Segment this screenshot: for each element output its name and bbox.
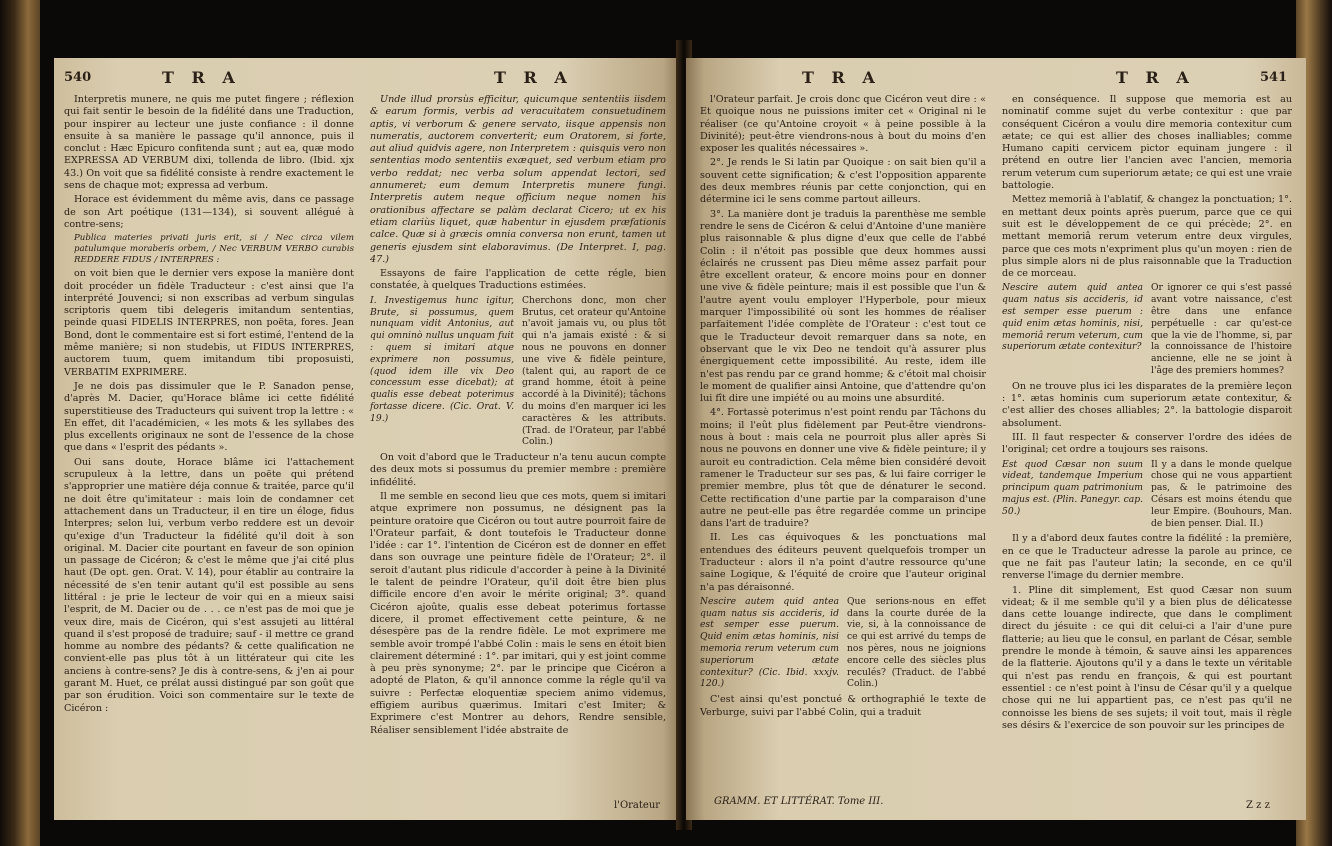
catchword-right: Z z z	[1246, 800, 1270, 811]
book-edge-left	[0, 0, 40, 846]
paragraph: l'Orateur parfait. Je crois donc que Cicéron veut dire : « Et quoique nous ne puissions imiter cet « Original ni le réaliser (ce qu'Antoine croyoit « à peine possible à la Divinité); peut-être viendrons-nous à bout du moins d'en exposer les qualités nécessaires ».	[700, 94, 986, 155]
latin-text: I. Investigemus hunc igitur, Brute, si possumus, quem nunquam vidit Antonius, aut qui omninò nullus unquam fuit : quem si imitari atque exprimere non possumus, (quod idem ille vix Deo concessum esse dicebat); at qualis esse debeat poterimus fortasse dicere. (Cic. Orat. V. 19.)	[370, 294, 514, 424]
parallel-translation	[1002, 459, 1292, 530]
french-text: Cherchons donc, mon cher Brutus, cet orateur qu'Antoine n'avoit jamais vu, ou plus tôt qui n'a jamais existé : & si nous ne pouvons en donner une vive & fidèle peinture, (talent qui, au raport de ce grand homme, étoit à peine accordé à la Divinité); tâchons du moins d'en marquer ici les caractères & les attributs. (Trad. de l'Orateur, par l'abbé Colin.)	[522, 294, 666, 448]
right-column-2	[1002, 94, 1292, 734]
right-column-1	[700, 94, 986, 721]
verse-quote: Publica materies privati juris erit, si / Nec circa vilem patulumque moraberis orbem, / Nec VERBUM VERBO curabis REDDERE FIDUS / INTERPRES :	[74, 233, 354, 266]
left-page	[54, 58, 682, 820]
parallel-translation	[370, 295, 666, 448]
paragraph: Mettez memoriâ à l'ablatif, & changez la ponctuation; 1°. en mettant deux points après puerum, parce que ce qui suit est le développement de ce qui précède; 2°. en mettant memoriâ rerum veterum entre deux virgules, parce que ces mots n'expriment plus qu'un moyen : rien de plus simple alors ni de plus raisonnable que la Traduction de ce morceau.	[1002, 194, 1292, 280]
latin-text: Est quod Cæsar non suum videat, tandemque Imperium principum quam patrimonium majus est. (Plin. Panegyr. cap. 50.)	[1002, 458, 1143, 517]
paragraph: Il y a d'abord deux fautes contre la fidélité : la première, en ce que le Traducteur adresse la parole au prince, ce que ne fait pas l'auteur latin; la seconde, en ce qu'il renverse l'image du dernier membre.	[1002, 533, 1292, 582]
paragraph: On ne trouve plus ici les disparates de la première leçon : 1°. ætas hominis cum superiorum ætate contexitur, & c'est allier des choses alliables; 2°. la battologie disparoit absolument.	[1002, 380, 1292, 429]
running-head-right-a: T R A	[802, 68, 881, 87]
french-text: Il y a dans le monde quelque chose qui ne vous appartient pas, & le patrimoine des Césars est moins étendu que leur Empire. (Bouhours, Man. de bien penser. Dial. II.)	[1151, 458, 1292, 529]
parallel-translation	[700, 596, 986, 690]
paragraph: 4°. Fortassè poterimus n'est point rendu par Tâchons du moins; il l'eût plus fidèlement par Peut-être viendrons-nous à bout : mais cela ne pourroit plus aller après Si nous ne pouvons en donner une vive & fidèle peinture; il y auroit eu contradiction. Cela même bien considéré devoit ramener le Traducteur sur ses pas, & lui faire corriger le premier membre, plus tôt que de dénaturer le second. Cette rectification d'une partie par la comparaison d'une autre ne peut-elle pas être regardée comme un principe dans l'art de traduire?	[700, 407, 986, 530]
paragraph: Horace est évidemment du même avis, dans ce passage de son Art poétique (131—134), si souvent allégué à contre-sens;	[64, 194, 354, 230]
french-text: Or ignorer ce qui s'est passé avant votre naissance, c'est être dans une enfance perpétuelle : car qu'est-ce que la vie de l'homme, si, par la connoissance de l'histoire ancienne, elle ne se joint à l'âge des premiers hommes?	[1151, 282, 1292, 377]
right-page	[686, 58, 1306, 820]
paragraph: on voit bien que le dernier vers expose la manière dont doit procéder un fidèle Traducteur : c'est ainsi que l'a interprété Jouvenci; si non exscribas ad verbum singulas scriptoris quem tibi delegeris imitandum sententias, peinde quasi FIDELIS INTERPRES, non poëta, fores. Jean Bond, dont le commentaire est si fort estimé, l'entend de la même manière; si non studebis, ut FIDUS INTERPRES, auctorem tuum, quem imitandum tibi proposuisti, VERBATIM EXPRIMERE.	[64, 268, 354, 378]
running-head-left-b: T R A	[494, 68, 573, 87]
left-column-1	[64, 94, 354, 717]
page-number-left: 540	[64, 70, 92, 85]
paragraph: 3°. La manière dont je traduis la parenthèse me semble rendre le sens de Cicéron & celui d'Antoine d'une manière plus raisonnable & plus digne d'eux que celle de l'abbé Colin : il n'étoit pas possible que deux hommes aussi éclairés ne crussent pas Dieu même assez parfait pour être excellent orateur, & encore moins pour en donner une vive & fidèle peinture; mais il est possible que l'un & l'autre ayent voulu employer l'Hyperbole, pour mieux marquer l'impossibilité où sont les hommes de réaliser parfaitement l'idée complète de l'Orateur : c'est tout ce que le Traducteur devoit remarquer dans sa note, en observant que le vix Deo ne tendoit qu'à assurer plus énergiquement cette impossibilité. Au reste, idem ille n'est pas rendu par ce grand homme; & c'étoit mal choisir le moment de qualifier ainsi Antoine, que d'attendre qu'on lui fît dire une impiété ou au moins une absurdité.	[700, 208, 986, 405]
latin-text: Nescire autem quid antea quam natus sis accideris, id est semper esse puerum : quid enim ætas hominis, nisi, memoriâ rerum veterum, cum superiorum ætate contexitur?	[1002, 282, 1143, 353]
paragraph: Oui sans doute, Horace blâme ici l'attachement scrupuleux à la lettre, dans un poëte qui prétend s'approprier une matière déja connue & traitée, parce qu'il ne doit être qu'imitateur : mais loin de condamner cet attachement dans un Traducteur, il en tire un éloge, fidus Interpres; selon lui, verbum verbo reddere est un devoir qu'exige d'un Traducteur la fidélité qu'il doit à son original. M. Dacier cite pourtant en faveur de son opinion un passage de Cicéron; & c'est le même que j'ai cité plus haut (De opt. gen. Orat. V. 14), pour établir au contraire la nécessité de s'en tenir autant qu'il est possible au sens littéral : je prie le lecteur de voir qui en a mieux saisi l'esprit, de M. Dacier ou de . . . ce n'est pas de moi que je veux dire, mais de Cicéron, qui s'est assujeti au littéral quand il s'est proposé de traduire; sauf - il mettre ce grand homme au nombre des pédants? & cette qualification ne convient-elle pas plus tôt à un littérateur qui cite les anciens à contre-sens? Je dis à contre-sens, & j'en ai pour garant M. Huet, ce prélat aussi distingué par son goût que par son érudition. Voici son commentaire sur le texte de Cicéron :	[64, 456, 354, 714]
paragraph: On voit d'abord que le Traducteur n'a tenu aucun compte des deux mots si possumus du premier membre : première infidélité.	[370, 452, 666, 488]
french-text: Que serions-nous en effet dans la courte durée de la vie, si, à la connoissance de ce qui est arrivé du temps de nos pères, nous ne joignions encore celle des siècles plus reculés? (Traduct. de l'abbé Colin.)	[847, 595, 986, 690]
latin-text: Nescire autem quid antea quam natus sis accideris, id est semper esse puerum. Quid enim ætas hominis, nisi memoria rerum veterum cum superiorum ætate contexitur? (Cic. Ibid. xxxjv. 120.)	[700, 595, 839, 690]
paragraph: Interpretis munere, ne quis me putet fingere ; réflexion qui fait sentir le besoin de la fidélité dans une Traduction, pour inspirer au lecteur une juste confiance : il donne ensuite à sa manière le passage qu'il annonce, puis il conclut : Hæc Epicuro confitenda sunt ; aut ea, quæ modo EXPRESSA AD VERBUM dixi, tollenda de libro. (Ibid. xjx 43.) On voit que sa fidélité consiste à rendre exactement le sens de chaque mot; expressa ad verbum.	[64, 94, 354, 192]
paragraph: II. Les cas équivoques & les ponctuations mal entendues des éditeurs peuvent quelquefois tromper un Traducteur : alors il n'a point d'autre ressource qu'une saine Logique, & l'équité de croire que l'auteur original n'a pas déraisonné.	[700, 532, 986, 593]
page-number-right: 541	[1260, 70, 1288, 85]
paragraph: Il me semble en second lieu que ces mots, quem si imitari atque exprimere non possumus, ne désignent pas la peinture oratoire que Cicéron ou tout autre pourroit faire de l'Orateur parfait, & dont toutefois le Traducteur donne l'idée : car 1°. l'intention de Cicéron est de donner en effet dans son ouvrage une peinture fidèle de l'Orateur; 2°. il seroit d'autant plus ridicule d'accorder à peine à la Divinité le talent de peindre l'Orateur, qu'il doit être bien plus difficile encore d'en avoir le mérite original; 3°. quand Cicéron ajoûte, qualis esse debeat poterimus fortasse dicere, il promet effectivement cette peinture, & ne désespère pas de la rendre fidèle. Le mot exprimere me semble avoir trompé l'abbé Colin : mais le sens en étoit bien clairement déterminé : 1°. par imitari, qui y est joint comme à peu près synonyme; 2°. par le principe que Cicéron a adopté de Platon, & qu'il annonce comme la régle qu'il va suivre : Perfectæ eloquentiæ speciem animo videmus, effigiem auribus quærimus. Imitari c'est Imiter; & Exprimere c'est Montrer au dehors, Rendre sensible, Réaliser sensiblement l'idée abstraite de	[370, 491, 666, 736]
signature-line: GRAMM. ET LITTÉRAT. Tome III.	[714, 796, 884, 807]
parallel-translation	[1002, 282, 1292, 376]
paragraph: 2°. Je rends le Si latin par Quoique : on sait bien qu'il a souvent cette signification; & c'est l'opposition apparente des deux membres réunis par cette conjonction, qui en détermine ici le sens comme partout ailleurs.	[700, 157, 986, 206]
running-head-right-b: T R A	[1116, 68, 1195, 87]
paragraph: 1. Pline dit simplement, Est quod Cæsar non suum videat; & il me semble qu'il y a bien plus de délicatesse dans cette louange indirecte, que dans le compliment direct du jésuite : ce qui dit celui-ci a l'air d'une pure flatterie; au lieu que le consul, en parlant de César, semble prendre le monde à témoin, & sauve ainsi les apparences de la flatterie. Ajoutons qu'il y a dans le texte un véritable qui n'est pas rendu en françois, & qui est pourtant essentiel : ce n'est point à l'insu de César qu'il y a quelque chose qui ne lui appartient pas, ce n'est pas qu'il ne connoisse les biens de ses sujets; il voit tout, mais il règle ses désirs & l'exercice de son pouvoir sur les principes de	[1002, 584, 1292, 731]
catchword-left: l'Orateur	[614, 800, 661, 811]
latin-quote: Unde illud prorsùs efficitur, quicumque sententiis iisdem & earum formis, verbis ad veracuitatem consuetudinem aptis, vi verborum & genere servato, iisque appensis non numeratis, auctorem converterit; eum Oratorem, si forte, aut aliud quidvis agere, non Interpretem : quisquis vero non sententias modo sententiis exæquet, sed verbum etiam pro verbo reddat; nec verba solum appendat lectori, sed annumeret; eum demum Interpretis munere fungi. Interpretis autem neque officium neque nomen his orationibus affectare se palàm declarat Cicero; ut ex his etiam clariùs liquet, quæ habentur in ejusdem præfationis calce. Quæ si à græcis omnia conversa non erunt, tamen ut generis ejusdem sint elaboravimus. (De Interpret. I, pag. 47.)	[370, 94, 666, 265]
paragraph: C'est ainsi qu'est ponctué & orthographié le texte de Verburge, suivi par l'abbé Colin, qui a traduit	[700, 694, 986, 718]
paragraph: en conséquence. Il suppose que memoria est au nominatif comme sujet du verbe contexitur : que par conséquent Cicéron a voulu dire memoria contexitur cum ætate; ce qui est allier des choses inalliables; comme Humano capiti cervicem pictor equinam jungere : il prétend en outre lier l'ancien avec l'ancien, memoria rerum veterum cum superiorum ætate; ce qui est une vraie battologie.	[1002, 94, 1292, 192]
paragraph: III. Il faut respecter & conserver l'ordre des idées de l'original; cet ordre a toujours ses raisons.	[1002, 432, 1292, 456]
running-head-left-a: T R A	[162, 68, 241, 87]
paragraph: Je ne dois pas dissimuler que le P. Sanadon pense, d'après M. Dacier, qu'Horace blâme ici cette fidélité superstitieuse des Traducteurs qui suivent trop la lettre : « En effet, dit l'académicien, « les mots & les syllabes des plus excellents originaux ne sont de l'essence de la chose que dans « l'esprit des pédants ».	[64, 380, 354, 454]
paragraph: Essayons de faire l'application de cette régle, bien constatée, à quelques Traductions estimées.	[370, 268, 666, 292]
left-column-2	[370, 94, 666, 739]
